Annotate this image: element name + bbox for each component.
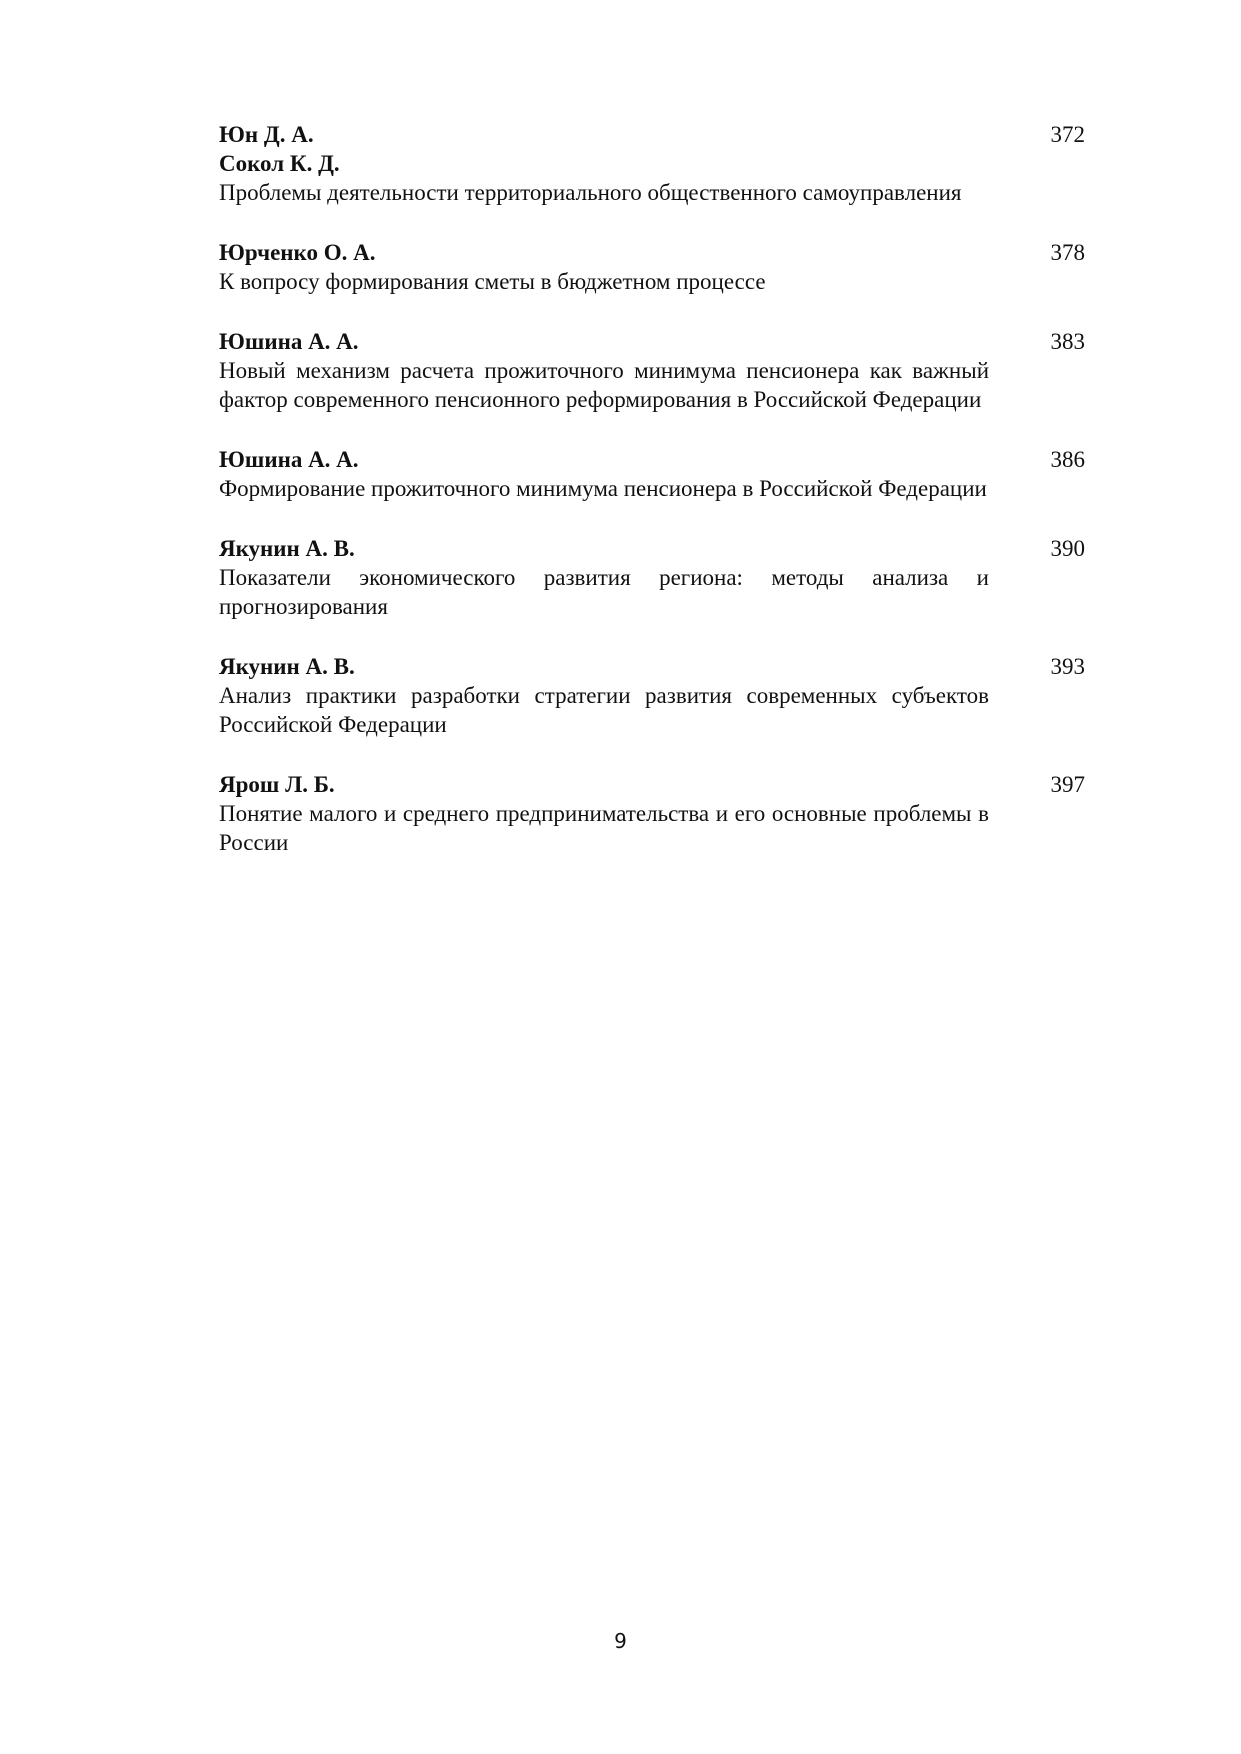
toc-page-number: 393: [1050, 654, 1085, 679]
toc-author: Юшина А. А.: [219, 329, 359, 354]
toc-title: Формирование прожиточного минимума пенсионера в Российской Федерации: [219, 476, 987, 501]
toc-title: Анализ практики разработки стратегии развития современных субъектов Российской Федерации: [219, 683, 989, 737]
toc-entry: [219, 327, 1085, 414]
toc-entry-text: [219, 652, 989, 739]
toc-entry-text: [219, 770, 989, 857]
toc-author: Якунин А. В.: [219, 654, 355, 679]
toc-page-number: 386: [1050, 447, 1085, 472]
footer-page-number: 9: [614, 1629, 627, 1653]
toc-page-number: 372: [1050, 122, 1085, 147]
toc-entry: [219, 770, 1085, 857]
toc-author: Ярош Л. Б.: [219, 772, 335, 797]
toc-page-number: 378: [1050, 240, 1085, 265]
toc-author: Сокол К. Д.: [219, 151, 340, 176]
toc-entry-text: [219, 120, 989, 207]
toc-entry: [219, 238, 1085, 296]
toc-title: Показатели экономического развития региона: методы анализа и прогнозирования: [219, 565, 989, 619]
toc-title: Понятие малого и среднего предпринимательства и его основные проблемы в России: [219, 801, 989, 855]
toc-entry: [219, 445, 1085, 503]
table-of-contents: [219, 120, 1085, 888]
toc-title: Проблемы деятельности территориального общественного самоуправления: [219, 180, 962, 205]
toc-title: Новый механизм расчета прожиточного минимума пенсионера как важный фактор современного пенсионного реформирования в Российской Федерации: [219, 358, 989, 412]
toc-author: Юшина А. А.: [219, 447, 359, 472]
toc-page-number: 397: [1050, 772, 1085, 797]
toc-author: Якунин А. В.: [219, 536, 355, 561]
toc-title: К вопросу формирования сметы в бюджетном процессе: [219, 269, 766, 294]
toc-entry-text: [219, 327, 989, 414]
toc-page-number: 383: [1050, 329, 1085, 354]
toc-page-number: 390: [1050, 536, 1085, 561]
toc-author: Юн Д. А.: [219, 122, 314, 147]
toc-entry-text: [219, 238, 989, 296]
toc-author: Юрченко О. А.: [219, 240, 376, 265]
toc-entry-text: [219, 534, 989, 621]
toc-entry: [219, 652, 1085, 739]
toc-entry-text: [219, 445, 989, 503]
toc-entry: [219, 120, 1085, 207]
toc-entry: [219, 534, 1085, 621]
